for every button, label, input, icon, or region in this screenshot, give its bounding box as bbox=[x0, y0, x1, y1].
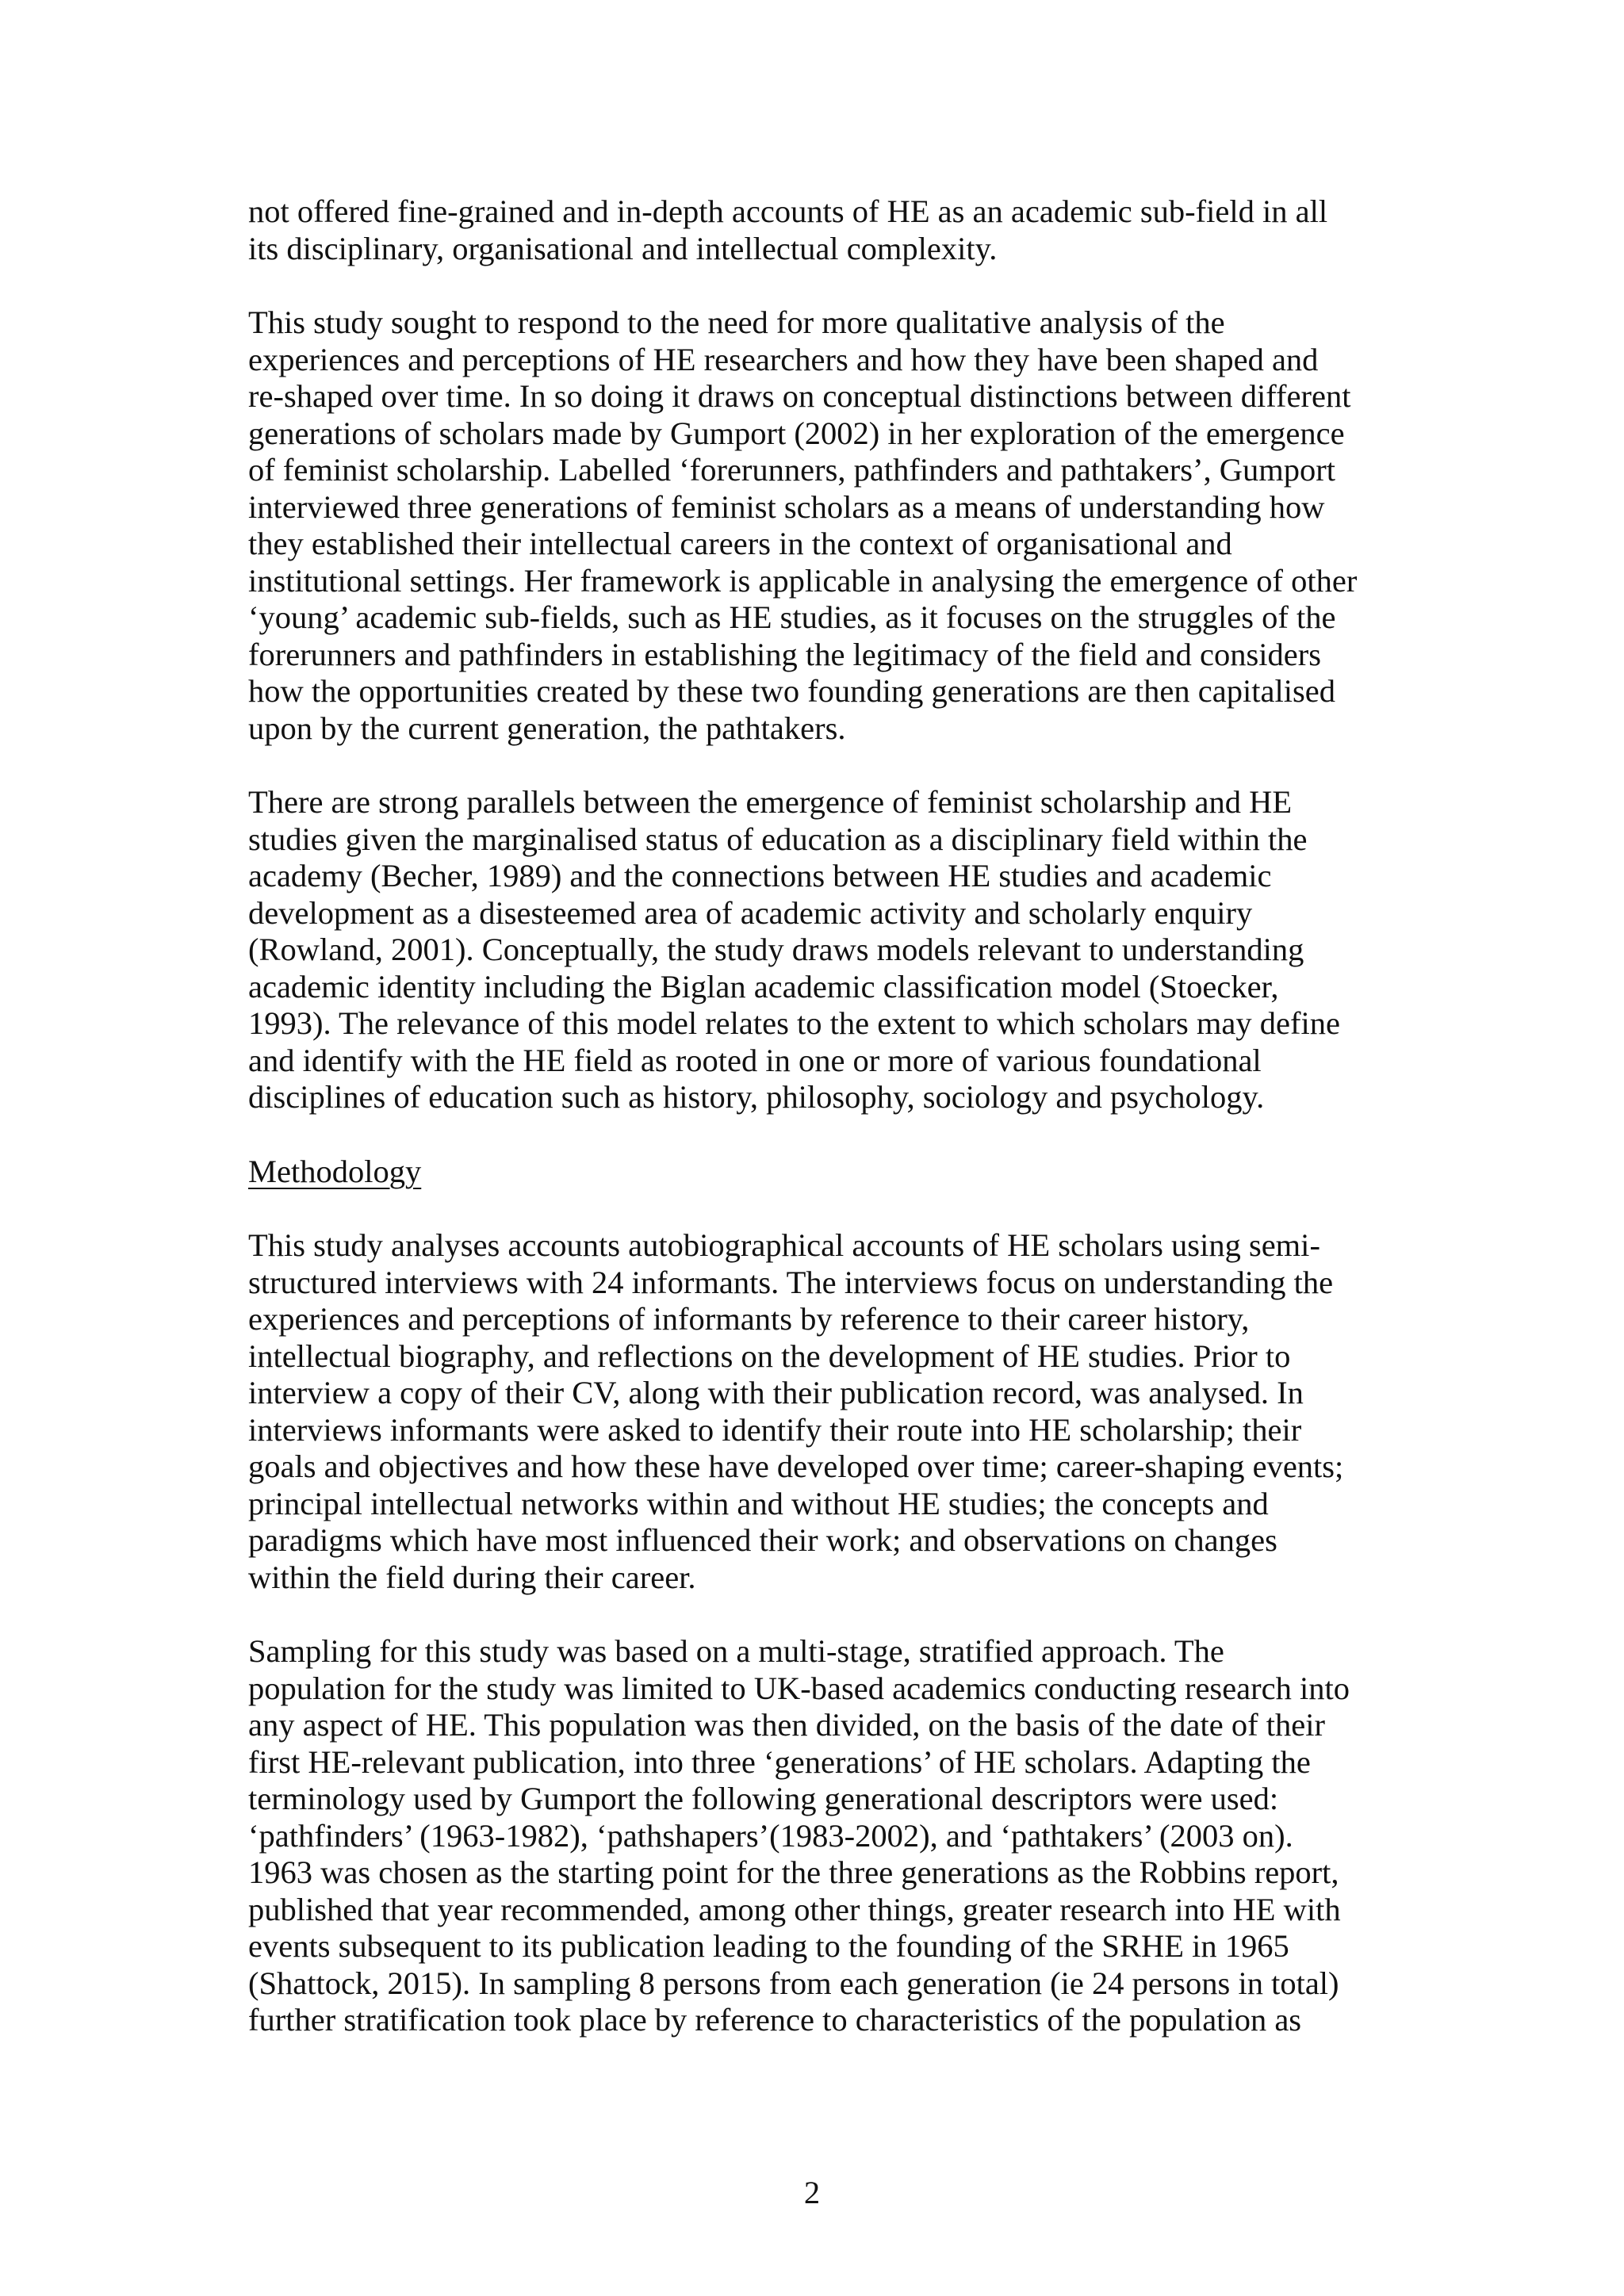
text-line: ‘pathfinders’ (1963-1982), ‘pathshapers’(1983-2002), and ‘pathtakers’ (2003 on). bbox=[248, 1817, 1293, 1854]
text-line: academic identity including the Biglan academic classification model (Stoecker, bbox=[248, 968, 1279, 1004]
text-line: its disciplinary, organisational and intellectual complexity. bbox=[248, 230, 998, 266]
text-line: how the opportunities created by these two founding generations are then capitalised bbox=[248, 673, 1335, 709]
text-line: There are strong parallels between the emergence of feminist scholarship and HE bbox=[248, 784, 1293, 820]
text-line: goals and objectives and how these have developed over time; career-shaping events; bbox=[248, 1448, 1344, 1484]
text-line: structured interviews with 24 informants. The interviews focus on understanding the bbox=[248, 1264, 1334, 1300]
text-line: academy (Becher, 1989) and the connections between HE studies and academic bbox=[248, 858, 1272, 894]
text-line: intellectual biography, and reflections on the development of HE studies. Prior to bbox=[248, 1337, 1291, 1374]
text-line: interviewed three generations of feminist scholars as a means of understanding how bbox=[248, 488, 1325, 525]
paragraph-5 bbox=[248, 1633, 1398, 2039]
document-body bbox=[248, 193, 1398, 2076]
text-line: interview a copy of their CV, along with their publication record, was analysed. In bbox=[248, 1375, 1304, 1410]
text-line: population for the study was limited to UK-based academics conducting research into bbox=[248, 1670, 1350, 1706]
text-line: ‘young’ academic sub-fields, such as HE studies, as it focuses on the struggles of the bbox=[248, 599, 1336, 635]
text-line: (Shattock, 2015). In sampling 8 persons from each generation (ie 24 persons in total) bbox=[248, 1965, 1339, 2001]
text-line: paradigms which have most influenced their work; and observations on changes bbox=[248, 1522, 1277, 1558]
text-line: studies given the marginalised status of education as a disciplinary field within the bbox=[248, 821, 1308, 857]
paragraph-3 bbox=[248, 784, 1398, 1116]
text-line: not offered fine-grained and in-depth accounts of HE as an academic sub-field in all bbox=[248, 193, 1328, 229]
text-line: development as a disesteemed area of academic activity and scholarly enquiry bbox=[248, 894, 1253, 931]
text-line: Sampling for this study was based on a multi-stage, stratified approach. The bbox=[248, 1633, 1224, 1669]
text-line: terminology used by Gumport the following generational descriptors were used: bbox=[248, 1781, 1279, 1816]
text-line: and identify with the HE field as rooted in one or more of various foundational bbox=[248, 1042, 1262, 1078]
text-line: 1993). The relevance of this model relates to the extent to which scholars may define bbox=[248, 1005, 1340, 1041]
text-line: forerunners and pathfinders in establishing the legitimacy of the field and considers bbox=[248, 636, 1321, 672]
text-line: generations of scholars made by Gumport (2002) in her exploration of the emergence bbox=[248, 415, 1345, 451]
text-line: upon by the current generation, the pathtakers. bbox=[248, 710, 846, 746]
text-line: (Rowland, 2001). Conceptually, the study draws models relevant to understanding bbox=[248, 932, 1304, 967]
text-line: events subsequent to its publication leading to the founding of the SRHE in 1965 bbox=[248, 1928, 1289, 1964]
text-line: re-shaped over time. In so doing it draws on conceptual distinctions between different bbox=[248, 378, 1351, 414]
text-line: experiences and perceptions of informants by reference to their career history, bbox=[248, 1301, 1250, 1337]
section-heading-methodology: Methodology bbox=[248, 1153, 422, 1189]
text-line: published that year recommended, among other things, greater research into HE with bbox=[248, 1891, 1341, 1927]
text-line: any aspect of HE. This population was then divided, on the basis of the date of their bbox=[248, 1707, 1325, 1743]
text-line: 1963 was chosen as the starting point for the three generations as the Robbins report, bbox=[248, 1854, 1339, 1890]
text-line: further stratification took place by reference to characteristics of the population as bbox=[248, 2002, 1302, 2038]
text-line: interviews informants were asked to identify their route into HE scholarship; their bbox=[248, 1411, 1302, 1448]
text-line: disciplines of education such as history, philosophy, sociology and psychology. bbox=[248, 1079, 1265, 1115]
text-line: they established their intellectual careers in the context of organisational and bbox=[248, 526, 1232, 561]
page-number: 2 bbox=[803, 2175, 821, 2210]
text-line: experiences and perceptions of HE researchers and how they have been shaped and bbox=[248, 341, 1319, 377]
paragraph-4 bbox=[248, 1227, 1398, 1596]
paragraph-2 bbox=[248, 304, 1398, 747]
text-line: first HE-relevant publication, into three ‘generations’ of HE scholars. Adapting the bbox=[248, 1743, 1311, 1780]
text-line: This study sought to respond to the need for more qualitative analysis of the bbox=[248, 304, 1225, 340]
paragraph-1 bbox=[248, 193, 1398, 267]
text-line: within the field during their career. bbox=[248, 1559, 696, 1595]
text-line: principal intellectual networks within and without HE studies; the concepts and bbox=[248, 1485, 1269, 1521]
text-line: of feminist scholarship. Labelled ‘forerunners, pathfinders and pathtakers’, Gumport bbox=[248, 452, 1335, 488]
text-line: institutional settings. Her framework is applicable in analysing the emergence of other bbox=[248, 562, 1358, 599]
text-line: This study analyses accounts autobiographical accounts of HE scholars using semi- bbox=[248, 1227, 1320, 1263]
